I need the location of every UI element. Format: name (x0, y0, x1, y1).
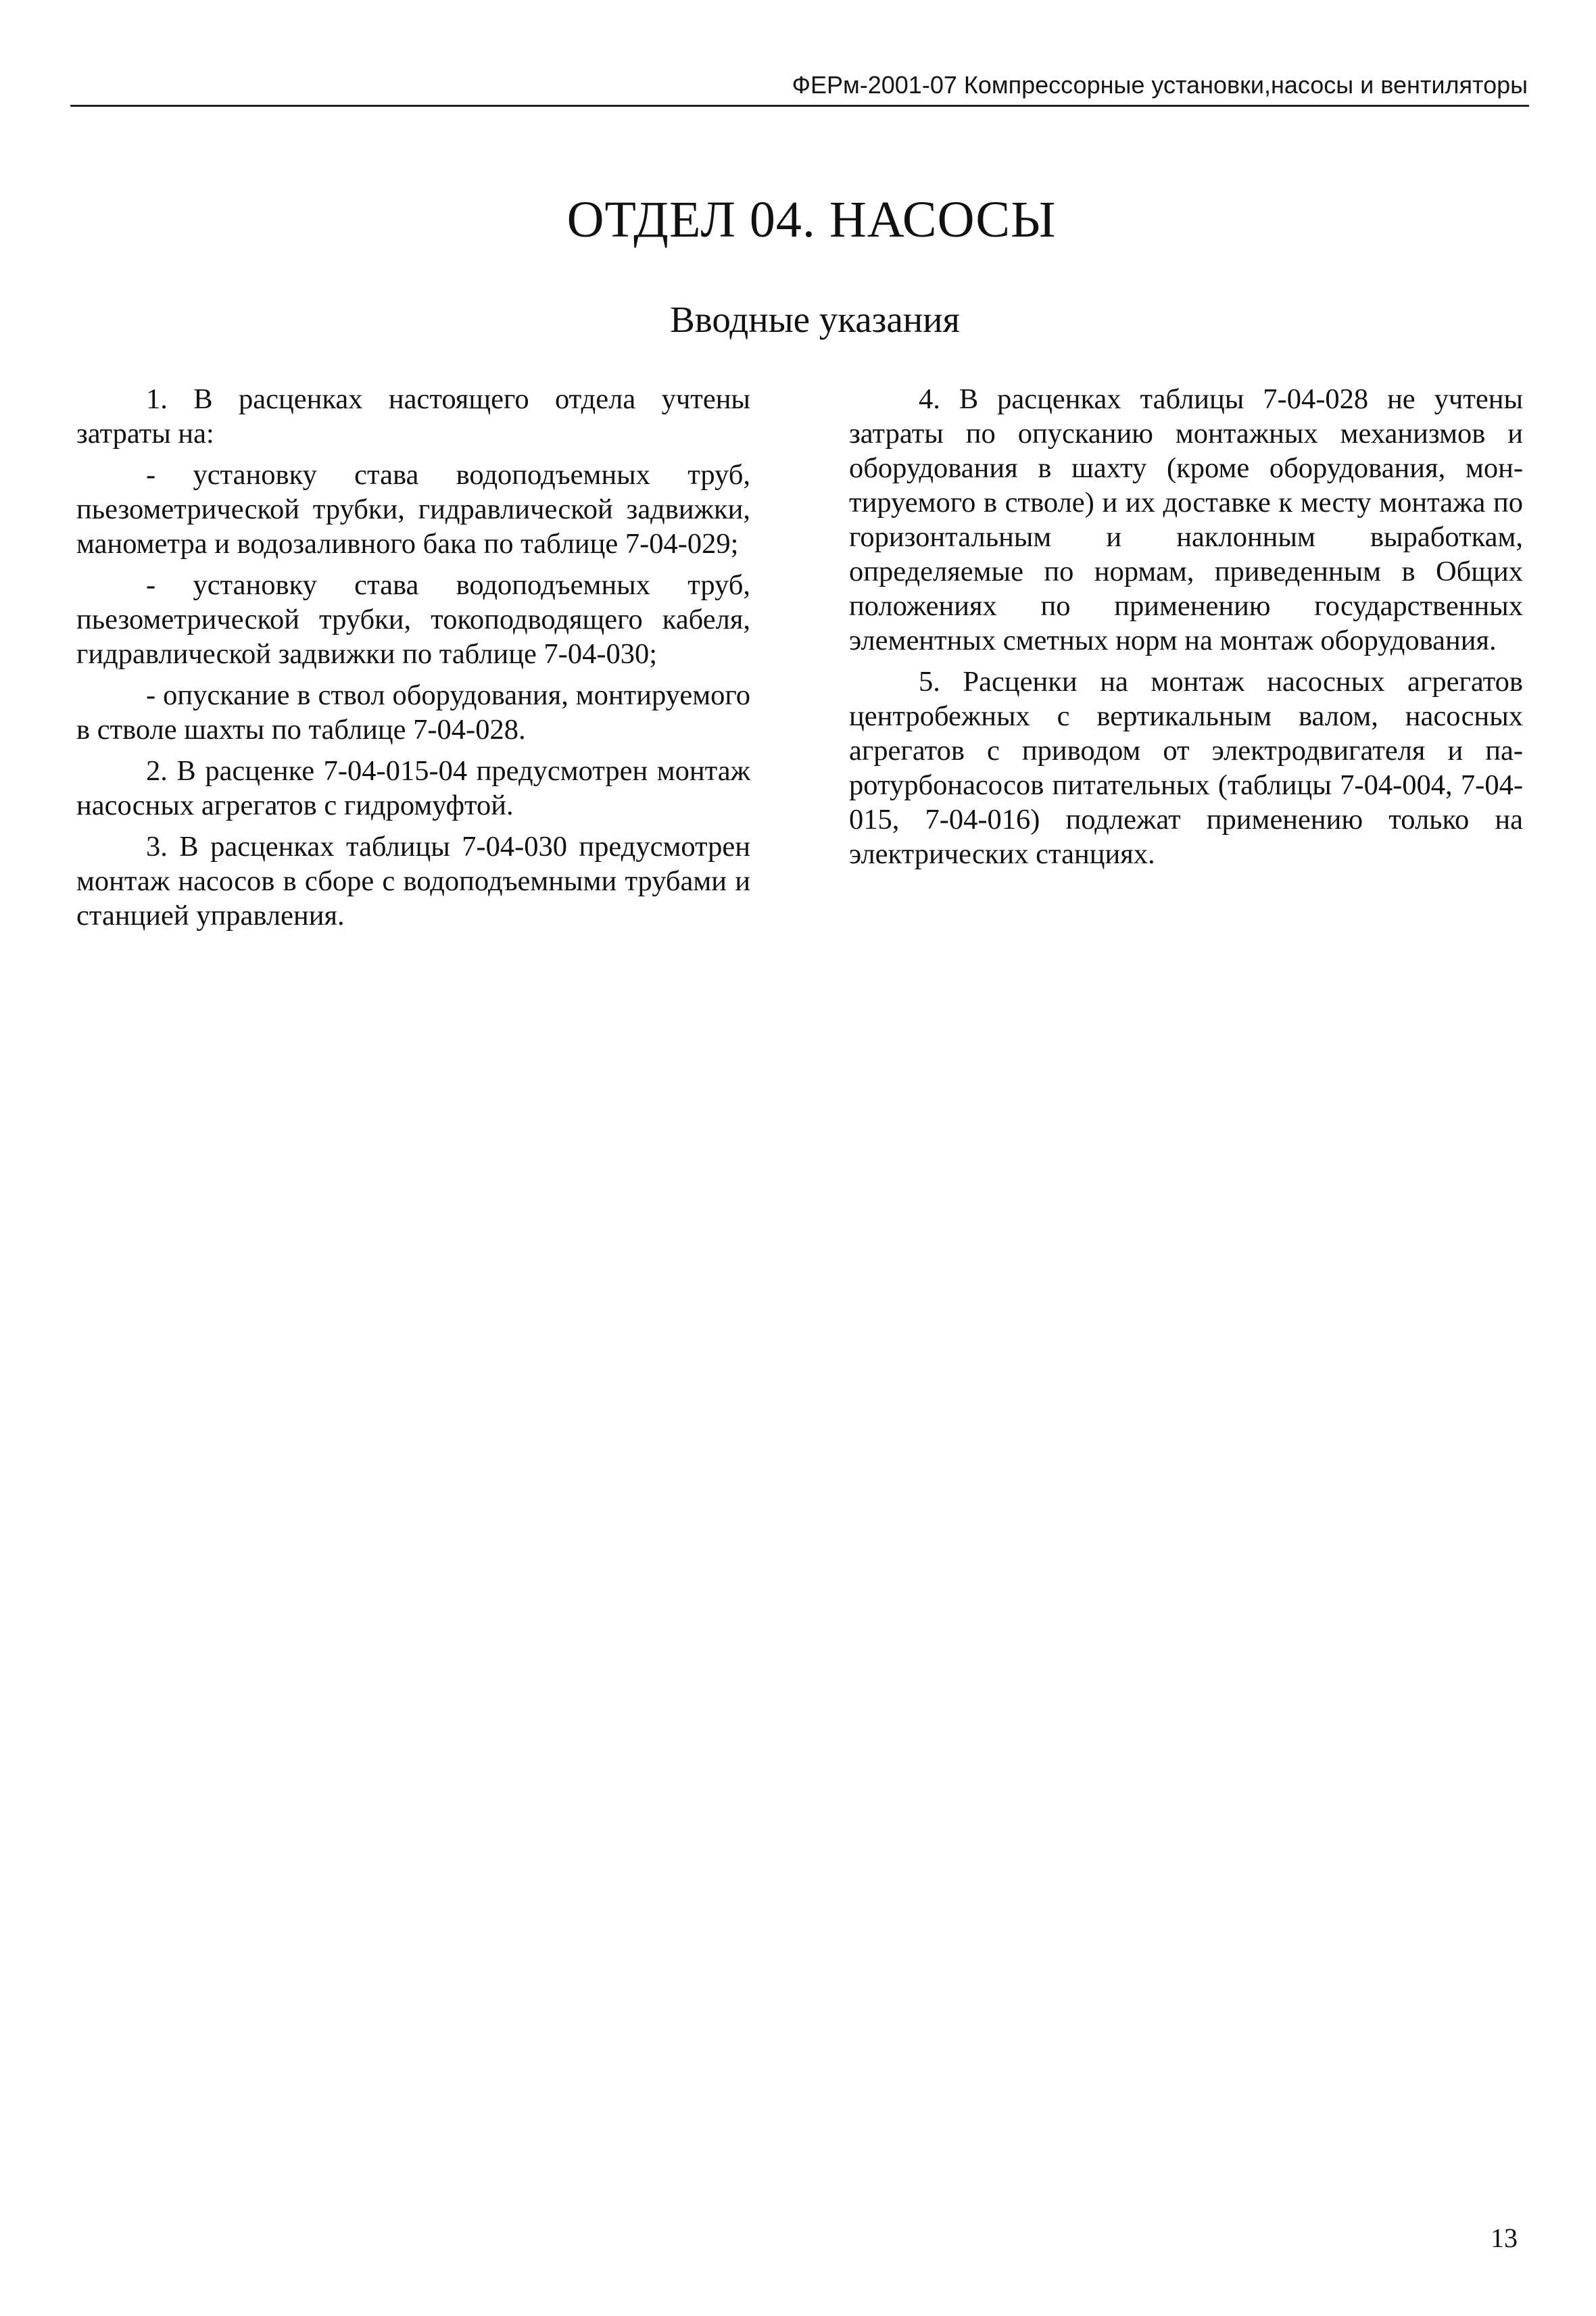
running-header (70, 65, 1529, 107)
right-column (849, 382, 1523, 878)
paragraph-1: 1. В расценках настоящего отдела учтены затраты на: (76, 383, 750, 450)
paragraph-2: 2. В расценке 7-04-015-04 предусмотрен монтаж насосных агрегатов с гидромуфтой. (76, 755, 750, 821)
paragraph-3: 3. В расценках таблицы 7-04-030 предусмотрен монтаж насосов в сборе с водоподъемными трубами и станцией управления. (76, 831, 750, 932)
running-header-title: ФЕРм-2001-07 Компрессорные установки,насосы и вентиляторы (792, 71, 1528, 99)
paragraph-1-item-c: - опускание в ствол оборудования, монтируемого в стволе шахты по таблице 7-04-028. (76, 679, 750, 746)
paragraph-4: 4. В расценках таблицы 7-04-028 не учтены затраты по опусканию монтажных механизмов и оборудования в шахту (кроме оборудования, монтируемого в стволе) и их доставке к месту монтажа по горизонтальным и наклонным выработкам, определяемые по нормам, приведенным в Общих положениях по применению государственных элементных сметных норм на монтаж оборудования. (849, 383, 1523, 656)
section-subtitle: Вводные указания (670, 299, 960, 340)
paragraph-5: 5. Расценки на монтаж насосных агрегатов центробежных с вертикальным валом, насосных агрегатов с приводом от электродвигателя и паротурбонасосов питательных (таблицы 7-04-004, 7-04-015, 7-04-016) подлежат применению только на электрических станциях. (849, 666, 1523, 870)
page-number: 13 (1491, 2223, 1518, 2253)
section-title: ОТДЕЛ 04. НАСОСЫ (566, 191, 1057, 248)
paragraph-1-item-a: - установку става водоподъемных труб, пьезометрической трубки, гидравлической задвижки, манометра и водозаливного бака по таблице 7-04-029; (76, 459, 750, 560)
paragraph-1-item-b: - установку става водоподъемных труб, пьезометрической трубки, токоподводящего кабеля, гидравлической задвижки по таблице 7-04-030; (76, 569, 750, 670)
left-column (76, 382, 750, 940)
